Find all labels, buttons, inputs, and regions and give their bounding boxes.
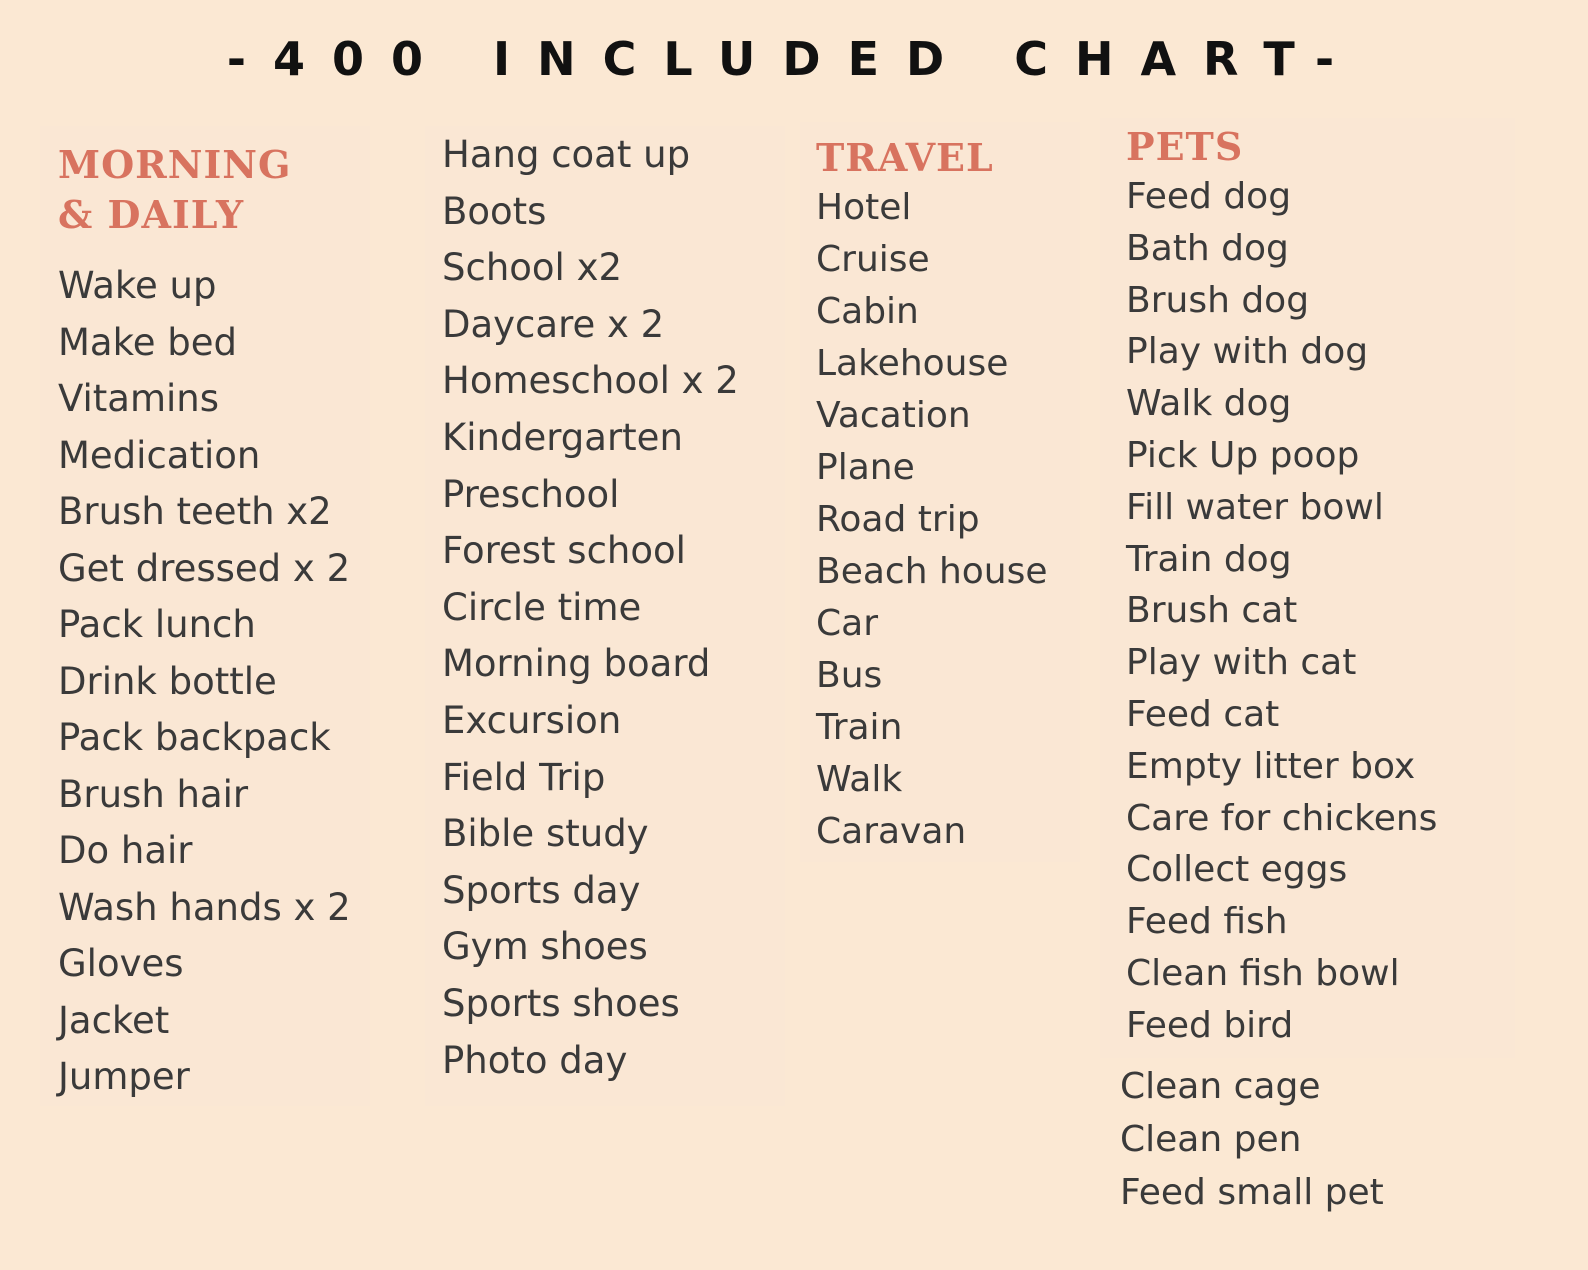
travel-item: Car: [816, 603, 878, 644]
school-column: [442, 127, 739, 1089]
morning-daily-item: Brush hair: [58, 772, 249, 816]
pets-list: [1126, 171, 1437, 1052]
school-item: Homeschool x 2: [442, 359, 739, 403]
school-item: Sports day: [442, 868, 641, 912]
morning-daily-item: Gloves: [58, 942, 184, 985]
pets-item: Play with cat: [1126, 642, 1357, 684]
school-item: Kindergarten: [442, 415, 683, 459]
school-item: Forest school: [442, 529, 686, 573]
school-item: Sports shoes: [442, 981, 680, 1025]
pets-item: Pick Up poop: [1126, 434, 1360, 476]
pets-extra-item: Feed small pet: [1120, 1172, 1384, 1213]
pets-column: [1126, 123, 1437, 1052]
pets-item: Feed cat: [1126, 693, 1280, 735]
school-list: [442, 127, 739, 1089]
pets-item: Feed fish: [1126, 901, 1288, 943]
travel-item: Beach house: [816, 551, 1048, 592]
school-item: Excursion: [442, 698, 622, 742]
travel-item: Road trip: [816, 499, 980, 540]
travel-item: Vacation: [816, 395, 971, 436]
pets-item: Feed dog: [1126, 176, 1292, 217]
morning-daily-list: [58, 258, 351, 1106]
travel-item: Cruise: [816, 239, 930, 280]
travel-item: Bus: [816, 655, 883, 696]
school-item: School x2: [442, 246, 623, 290]
pets-heading: PETS: [1126, 124, 1244, 169]
morning-daily-item: Vitamins: [58, 377, 220, 420]
morning-daily-item: Do hair: [58, 829, 193, 872]
pets-item: Collect eggs: [1126, 849, 1348, 891]
travel-item: Train: [816, 707, 903, 748]
pets-extra-column: [1120, 1060, 1384, 1219]
travel-item: Cabin: [816, 291, 919, 332]
travel-item: Hotel: [816, 187, 912, 228]
school-item: Boots: [442, 189, 547, 233]
morning-daily-item: Wash hands x 2: [58, 885, 351, 929]
morning-daily-item: Make bed: [58, 320, 237, 364]
pets-extra-item: Clean pen: [1120, 1119, 1302, 1160]
school-item: Morning board: [442, 642, 711, 686]
morning-daily-item: Drink bottle: [58, 659, 277, 703]
school-item: Photo day: [442, 1038, 628, 1082]
school-item: Preschool: [442, 472, 620, 516]
pets-item: Empty litter box: [1126, 745, 1416, 787]
morning-daily-item: Medication: [58, 433, 261, 477]
school-item: Gym shoes: [442, 925, 648, 969]
school-item: Bible study: [442, 812, 649, 856]
school-item: Daycare x 2: [442, 302, 665, 346]
travel-item: Walk: [816, 759, 903, 800]
morning-daily-item: Get dressed x 2: [58, 546, 351, 590]
morning-daily-heading: [58, 140, 338, 240]
pets-item: Play with dog: [1126, 331, 1369, 373]
travel-item: Lakehouse: [816, 343, 1009, 384]
pets-extra-item: Clean cage: [1120, 1066, 1321, 1107]
travel-item: Caravan: [816, 811, 967, 852]
pets-item: Bath dog: [1126, 227, 1289, 269]
school-item: Hang coat up: [442, 133, 691, 176]
pets-item: Care for chickens: [1126, 797, 1438, 839]
travel-list: [816, 182, 1048, 858]
pets-item: Walk dog: [1126, 383, 1292, 425]
travel-heading: TRAVEL: [816, 135, 994, 180]
morning-daily-item: Pack lunch: [58, 603, 256, 646]
pets-item: Feed bird: [1126, 1004, 1294, 1046]
page-title: -400 INCLUDED CHART-: [226, 32, 1362, 86]
pets-item: Clean fish bowl: [1126, 952, 1400, 994]
school-item: Circle time: [442, 585, 642, 629]
pets-item: Train dog: [1126, 538, 1292, 580]
morning-daily-item: Jumper: [58, 1055, 190, 1098]
morning-daily-heading-text: MORNING & DAILY: [58, 142, 292, 237]
morning-daily-item: Jacket: [58, 998, 170, 1042]
travel-column: [816, 134, 1048, 858]
school-item: Field Trip: [442, 755, 606, 799]
pets-extra-list: [1120, 1060, 1384, 1219]
morning-daily-item: Pack backpack: [58, 716, 331, 759]
pets-item: Fill water bowl: [1126, 486, 1384, 528]
travel-item: Plane: [816, 447, 915, 488]
pets-item: Brush dog: [1126, 279, 1310, 321]
morning-daily-item: Brush teeth x2: [58, 490, 332, 533]
morning-daily-item: Wake up: [58, 264, 217, 307]
pets-item: Brush cat: [1126, 590, 1298, 632]
morning-daily-column: [58, 140, 351, 1106]
